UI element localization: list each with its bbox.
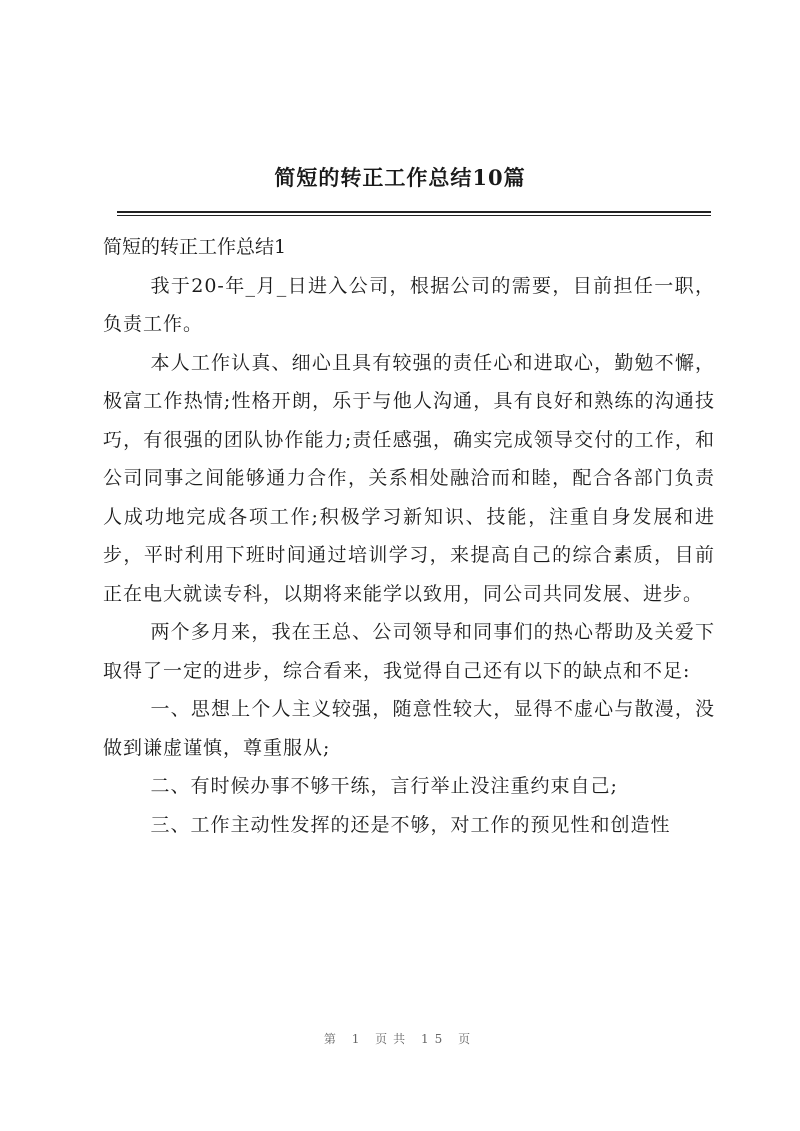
paragraph: 两个多月来，我在王总、公司领导和同事们的热心帮助及关爱下取得了一定的进步，综合看来，我觉得自己还有以下的缺点和不足:: [103, 621, 715, 682]
page-footer: 第 1 页共 15 页: [323, 1032, 477, 1046]
document-body: [103, 228, 715, 844]
paragraph: 一、思想上个人主义较强，随意性较大，显得不虚心与散漫，没做到谦虚谨慎，尊重服从;: [103, 698, 715, 759]
paragraph: 二、有时候办事不够干练，言行举止没注重约束自己;: [150, 775, 618, 797]
page-title: 简短的转正工作总结10篇: [274, 165, 526, 190]
paragraph: 我于20-年_月_日进入公司，根据公司的需要，目前担任一职，负责工作。: [103, 274, 715, 335]
paragraph: 三、工作主动性发挥的还是不够，对工作的预见性和创造性: [150, 813, 671, 836]
section-heading: 简短的转正工作总结1: [103, 236, 287, 258]
paragraph: 本人工作认真、细心且具有较强的责任心和进取心，勤勉不懈，极富工作热情;性格开朗，乐于与他人沟通，具有良好和熟练的沟通技巧，有很强的团队协作能力;责任感强，确实完成领导交付的工作，和公司同事之间能够通力合作，关系相处融洽而和睦，配合各部门负责人成功地完成各项工作;积极学习新知识、技能，注重自身发展和进步，平时利用下班时间通过培训学习，来提高自己的综合素质，目前正在电大就读专科，以期将来能学以致用，同公司共同发展、进步。: [103, 351, 715, 605]
title-divider: [117, 211, 711, 216]
